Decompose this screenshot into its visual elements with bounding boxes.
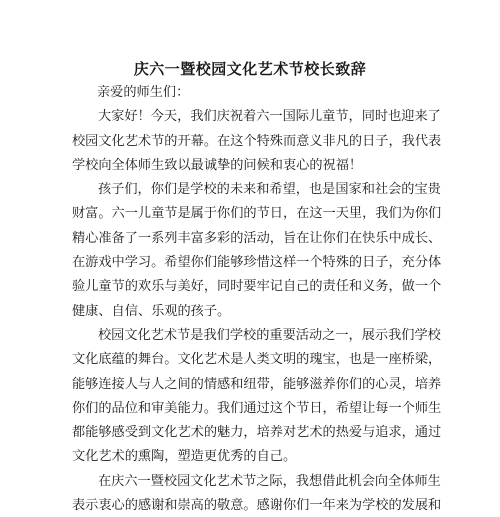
text-line: 健康、自信、乐观的孩子。 — [72, 303, 231, 319]
text-line: 文化艺术的熏陶，塑造更优秀的自己。 — [72, 449, 297, 465]
text-line: 能够连接人与人之间的情感和纽带，能够滋养你们的心灵，培养 — [72, 376, 442, 392]
text-line: 孩子们，你们是学校的未来和希望，也是国家和社会的宝贵 — [98, 182, 441, 198]
text-line: 表示衷心的感谢和崇高的敬意。感谢你们一年来为学校的发展和 — [72, 498, 442, 514]
text-line: 校园文化艺术节是我们学校的重要活动之一，展示我们学校 — [98, 327, 441, 343]
text-line: 验儿童节的欢乐与美好，同时要牢记自己的责任和义务，做一个 — [72, 279, 442, 295]
salutation: 亲爱的师生们： — [97, 85, 190, 100]
paragraph-4 — [72, 470, 442, 517]
text-line: 财富。六一儿童节是属于你们的节日，在这一天里，我们为你们 — [72, 206, 442, 222]
text-line: 文化底蕴的舞台。文化艺术是人类文明的瑰宝，也是一座桥梁， — [72, 352, 442, 368]
paragraph-3 — [72, 324, 442, 470]
text-line: 你们的品位和审美能力。我们通过这个节日，希望让每一个师生 — [72, 400, 442, 416]
text-line: 校园文化艺术节的开幕。在这个特殊而意义非凡的日子，我代表 — [72, 133, 442, 149]
text-line: 大家好！今天，我们庆祝着六一国际儿童节，同时也迎来了 — [98, 109, 441, 125]
text-line: 都能够感受到文化艺术的魅力，培养对艺术的热爱与追求，通过 — [72, 425, 442, 441]
paragraph-2 — [72, 178, 442, 324]
document-title: 庆六一暨校园文化艺术节校长致辞 — [133, 60, 367, 78]
text-line: 学校向全体师生致以最诚挚的问候和衷心的祝福！ — [72, 157, 363, 173]
paragraph-1 — [72, 105, 442, 178]
text-line: 在庆六一暨校园文化艺术节之际，我想借此机会向全体师生 — [98, 473, 441, 489]
text-line: 精心准备了一系列丰富多彩的活动，旨在让你们在快乐中成长、 — [72, 230, 442, 246]
document-body — [72, 81, 442, 517]
text-line: 在游戏中学习。希望你们能够珍惜这样一个特殊的日子，充分体 — [72, 255, 442, 271]
